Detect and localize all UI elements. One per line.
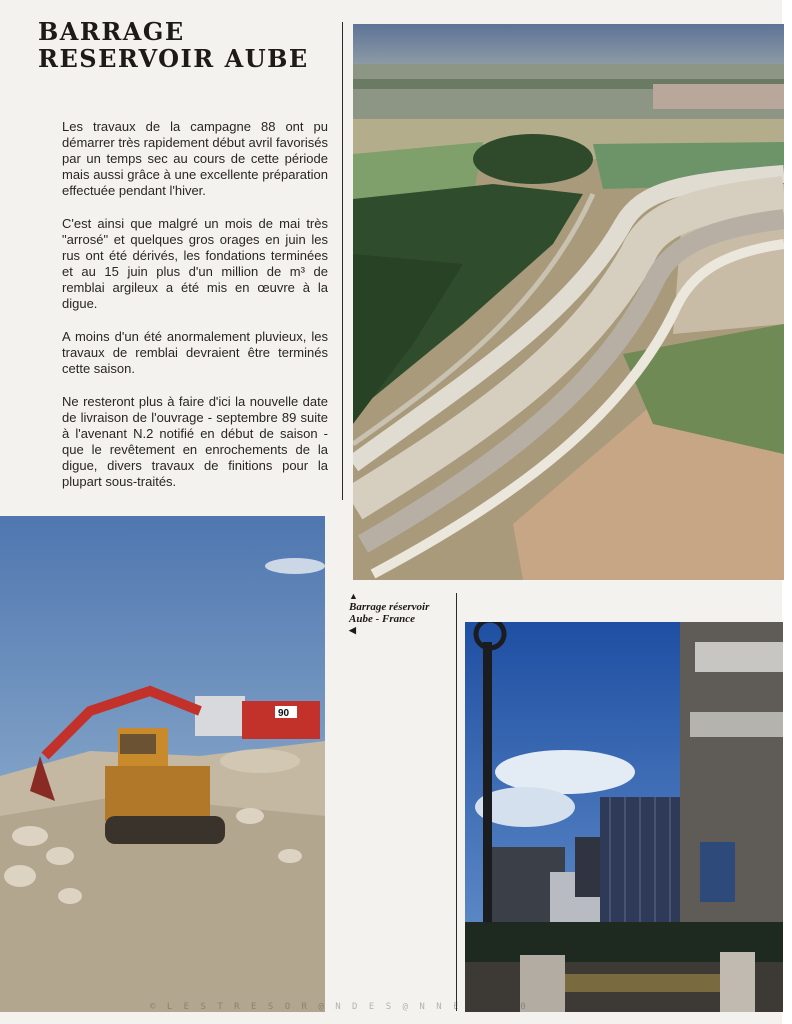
column-divider-caption [456, 593, 457, 1011]
caption-line-2: Aube - France [349, 613, 415, 625]
paragraph-1: Les travaux de la campagne 88 ont pu démarrer très rapidement début avril favorisés par un temps sec au cours de cette période mais aussi grâce à une excellente préparation effectuée pendant l'hiver. [62, 119, 328, 198]
scan-watermark: © L E S T R E S O R @ N D E S @ N N E E S 8 0 [150, 1002, 529, 1012]
arrow-up-icon: ▲ [349, 591, 358, 601]
arrow-left-icon: ◀ [349, 625, 356, 635]
column-divider-left [342, 22, 343, 500]
paragraph-2: C'est ainsi que malgré un mois de mai très "arrosé" et quelques gros orages en juin les rus ont été dérivés, les fondations terminées et au 15 juin plus d'un million de m³ de remblai argileux a été mis en œuvre à la digue. [62, 216, 328, 311]
city-building-photo [465, 622, 783, 1012]
aerial-dam-illustration [353, 24, 784, 580]
photo-caption [349, 591, 459, 635]
title-line-1: BARRAGE [38, 17, 185, 46]
excavator-number: 90 [278, 708, 290, 719]
paragraph-3: A moins d'un été anormalement pluvieux, les travaux de remblai devraient être terminés cette saison. [62, 329, 328, 376]
excavator-illustration [0, 516, 325, 1012]
city-illustration [465, 622, 783, 1012]
excavator-photo [0, 516, 325, 1012]
title-line-2: RESERVOIR AUBE [38, 44, 309, 73]
aerial-dam-photo [353, 24, 784, 580]
article-title [38, 18, 309, 72]
paragraph-4: Ne resteront plus à faire d'ici la nouvelle date de livraison de l'ouvrage - septembre 89 suite à l'avenant N.2 notifié en début de saison - que le revêtement en enrochements de la digue, divers travaux de finitions pour la plupart sous-traités. [62, 394, 328, 489]
caption-line-1: Barrage réservoir [349, 601, 430, 613]
article-body [62, 119, 328, 507]
